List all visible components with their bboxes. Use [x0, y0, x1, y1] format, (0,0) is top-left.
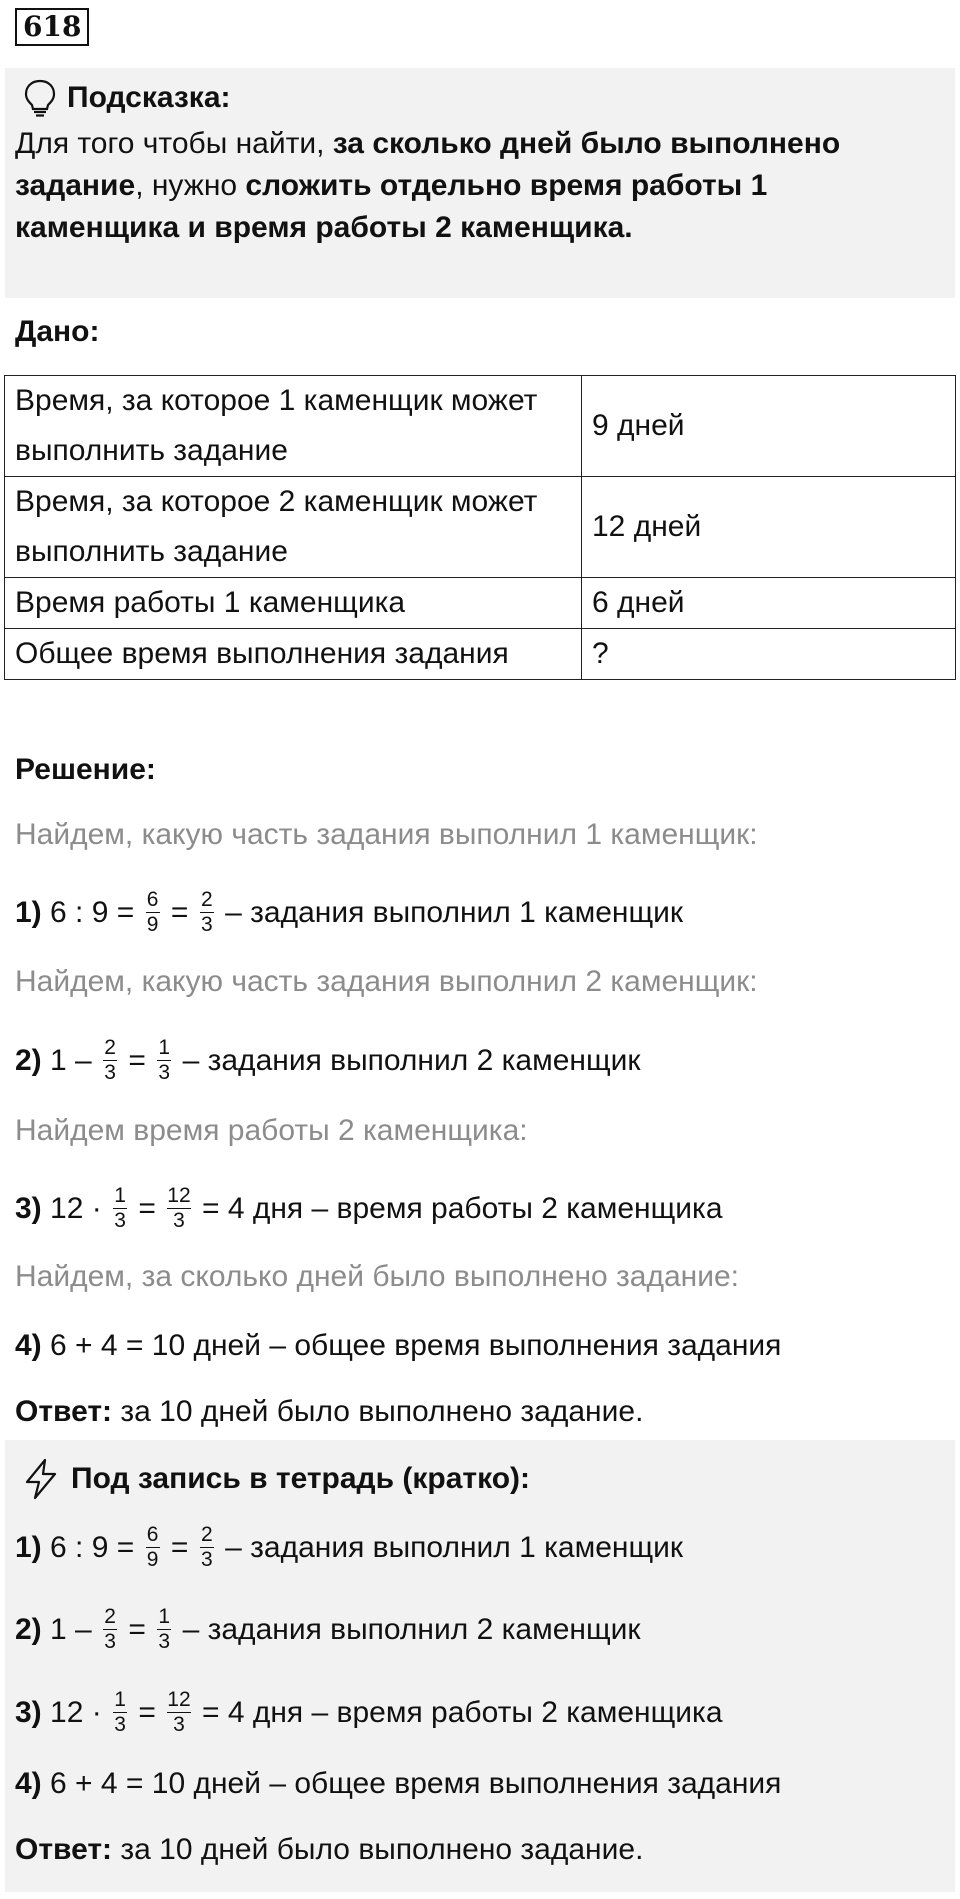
notebook-box [5, 1440, 955, 1892]
answer-text: за 10 дней было выполнено задание. [112, 1395, 644, 1428]
expr-text: = [130, 1191, 165, 1225]
table-cell-value: ? [582, 629, 956, 680]
hint-title-text: Подсказка: [67, 81, 231, 114]
step4-note: Найдем, за сколько дней было выполнено задание: [15, 1260, 740, 1293]
denominator: 3 [104, 1630, 116, 1653]
numerator: 1 [158, 1036, 171, 1059]
fraction [157, 1605, 171, 1654]
expr-text: = [120, 1612, 155, 1646]
denominator: 3 [104, 1061, 116, 1084]
notebook-title [21, 1458, 530, 1500]
given-table [4, 375, 956, 680]
table-cell-label: Время, за которое 2 каменщик может выполнить задание [5, 477, 582, 578]
denominator: 3 [200, 1548, 213, 1571]
expr-text: 1 – [41, 1043, 101, 1077]
step-number: 3) [15, 1695, 42, 1729]
fraction [200, 888, 214, 937]
denominator: 3 [114, 1713, 126, 1736]
numerator: 6 [146, 1523, 159, 1546]
numerator: 6 [146, 888, 159, 911]
hint-text [15, 123, 925, 249]
hint-bold-part: сложить отдельно время работы 1 каменщика и время работы 2 каменщика. [15, 169, 768, 244]
table-row [5, 629, 956, 680]
expr-text: 1 – [41, 1612, 101, 1646]
expr-text: – задания выполнил 1 каменщик [216, 895, 684, 929]
hint-text-part: , нужно [135, 169, 246, 202]
fraction [167, 1184, 190, 1233]
answer-line [15, 1392, 643, 1432]
numerator: 2 [104, 1036, 116, 1059]
answer-label: Ответ: [15, 1395, 113, 1428]
solution-label: Решение: [15, 753, 156, 786]
table-cell-label: Время работы 1 каменщика [5, 578, 582, 629]
expr-text: = [130, 1695, 165, 1729]
fraction [146, 1523, 160, 1572]
note-step3-line [15, 1688, 723, 1737]
numerator: 1 [114, 1184, 126, 1207]
step1-note: Найдем, какую часть задания выполнил 1 каменщик: [15, 818, 758, 851]
step3-note: Найдем время работы 2 каменщика: [15, 1114, 528, 1147]
step2-note: Найдем, какую часть задания выполнил 2 каменщик: [15, 965, 758, 998]
denominator: 3 [173, 1713, 185, 1736]
numerator: 2 [104, 1605, 116, 1628]
numerator: 12 [167, 1688, 191, 1711]
answer-label: Ответ: [15, 1833, 113, 1866]
expr-text: – задания выполнил 1 каменщик [216, 1530, 684, 1564]
given-label: Дано: [15, 315, 100, 348]
step-number: 2) [15, 1043, 42, 1077]
note-step4-line [15, 1764, 781, 1804]
expr-text: = [162, 1530, 197, 1564]
numerator: 12 [167, 1184, 191, 1207]
denominator: 3 [173, 1209, 185, 1232]
note-step1-line [15, 1523, 683, 1572]
denominator: 3 [114, 1209, 126, 1232]
step4-line [15, 1326, 781, 1366]
fraction [103, 1036, 117, 1085]
fraction [157, 1036, 171, 1085]
table-row [5, 477, 956, 578]
denominator: 3 [158, 1630, 171, 1653]
expr-text: 6 : 9 = [41, 1530, 143, 1564]
note-step2-line [15, 1605, 641, 1654]
numerator: 1 [158, 1605, 171, 1628]
fraction [103, 1605, 117, 1654]
hint-text-part: Для того чтобы найти, [15, 127, 333, 160]
step1-line [15, 888, 683, 937]
denominator: 3 [200, 913, 213, 936]
denominator: 9 [146, 913, 159, 936]
notebook-title-text: Под запись в тетрадь (кратко): [71, 1462, 531, 1495]
hint-title [21, 78, 231, 118]
expr-text: = [120, 1043, 155, 1077]
step-number: 1) [15, 895, 42, 929]
step-number: 4) [15, 1329, 42, 1362]
expr-text: 6 + 4 = 10 дней – общее время выполнения задания [41, 1767, 782, 1800]
expr-text: = 4 дня – время работы 2 каменщика [193, 1695, 723, 1729]
table-row [5, 578, 956, 629]
expr-text: – задания выполнил 2 каменщик [174, 1612, 641, 1646]
fraction [200, 1523, 214, 1572]
note-answer-line [15, 1830, 643, 1870]
table-cell-label: Общее время выполнения задания [5, 629, 582, 680]
step-number: 1) [15, 1530, 42, 1564]
lightbulb-icon [21, 78, 59, 118]
table-row [5, 376, 956, 477]
expr-text: = [162, 895, 197, 929]
fraction [167, 1688, 190, 1737]
lightning-icon [21, 1458, 61, 1500]
numerator: 2 [200, 1523, 213, 1546]
answer-text: за 10 дней было выполнено задание. [112, 1833, 644, 1866]
fraction [146, 888, 160, 937]
task-number: 618 [15, 8, 89, 46]
denominator: 9 [146, 1548, 159, 1571]
hint-bold-part: за сколько дней было выполнено задание [15, 127, 841, 202]
table-cell-value: 6 дней [582, 578, 956, 629]
fraction [113, 1688, 127, 1737]
table-cell-value: 12 дней [582, 477, 956, 578]
step3-line [15, 1184, 723, 1233]
expr-text: – задания выполнил 2 каменщик [174, 1043, 641, 1077]
numerator: 1 [114, 1688, 126, 1711]
hint-box [5, 68, 955, 298]
step-number: 3) [15, 1191, 42, 1225]
expr-text: = 4 дня – время работы 2 каменщика [193, 1191, 723, 1225]
expr-text: 6 + 4 = 10 дней – общее время выполнения задания [41, 1329, 782, 1362]
table-cell-value: 9 дней [582, 376, 956, 477]
expr-text: 12 · [41, 1695, 111, 1729]
numerator: 2 [200, 888, 213, 911]
fraction [113, 1184, 127, 1233]
step2-line [15, 1036, 641, 1085]
expr-text: 6 : 9 = [41, 895, 143, 929]
step-number: 4) [15, 1767, 42, 1800]
denominator: 3 [158, 1061, 171, 1084]
expr-text: 12 · [41, 1191, 111, 1225]
step-number: 2) [15, 1612, 42, 1646]
table-cell-label: Время, за которое 1 каменщик может выполнить задание [5, 376, 582, 477]
